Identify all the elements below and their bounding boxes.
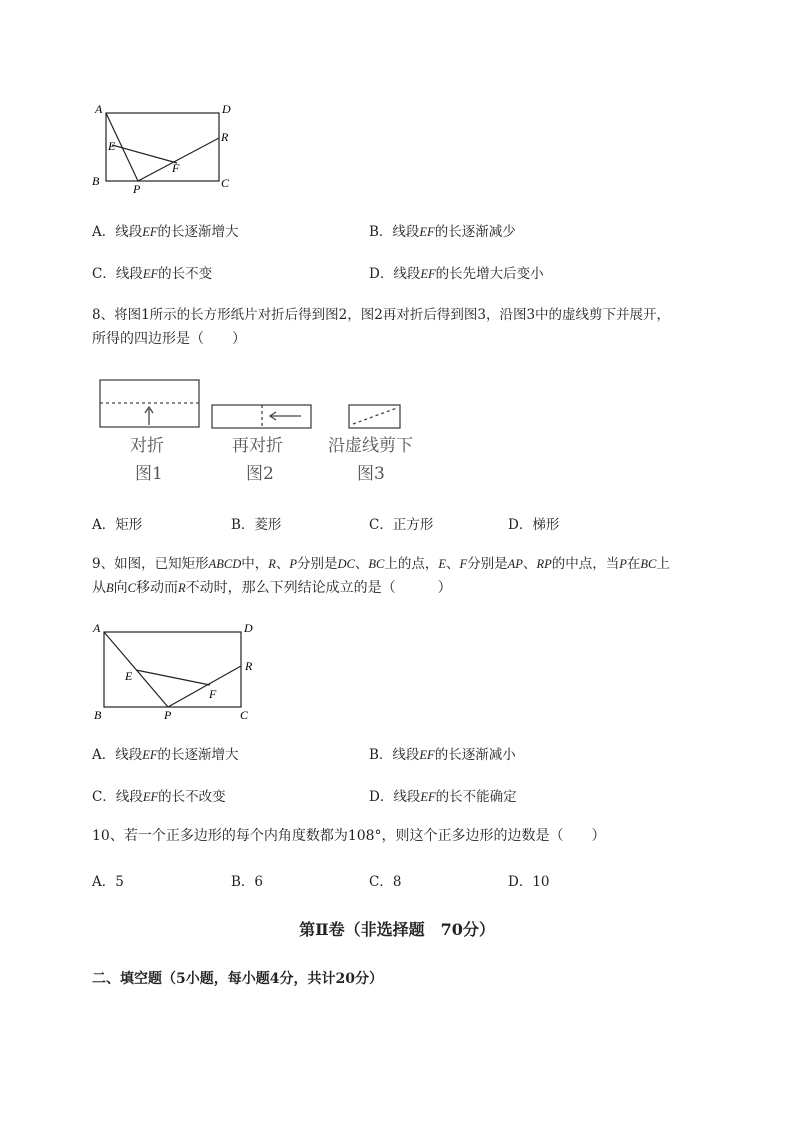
fig2-caption: 再对折 [232,436,283,456]
q9-rectangle-figure [88,618,263,728]
label-D: D [244,621,253,635]
q8-option-d: D．梯形 [508,517,560,533]
label-A: A [95,102,103,116]
fig3-label: 图3 [357,464,385,484]
fig2-label: 图2 [246,464,274,484]
label-F: F [172,161,180,175]
q8-option-a: A．矩形 [92,517,143,533]
section-ii-title: 第Ⅱ卷（非选择题 70分） [299,920,495,939]
q7-option-a: A．线段EF的长逐渐增大 [92,224,239,240]
q10-option-c: C．8 [369,874,402,890]
q7-option-b: B．线段EF的长逐渐减少 [369,224,516,240]
q8-stem-line2: 所得的四边形是（ ） [92,331,246,347]
label-D: D [222,102,231,116]
q9-option-b: B．线段EF的长逐渐减小 [369,747,516,763]
label-C: C [240,708,249,722]
q10-option-b: B．6 [231,874,264,890]
q9-option-d: D．线段EF的长不能确定 [369,789,517,805]
fig1-label: 图1 [135,464,163,484]
q10-option-d: D．10 [508,874,550,890]
label-A: A [93,621,101,635]
q9-stem-line1: 9、如图，已知矩形ABCD中，R、P分别是DC、BC上的点，E、F分别是AP、RP的中点，当P在BC上 [92,556,670,572]
q8-folding-figures [95,375,435,490]
label-B: B [92,174,100,188]
fill-in-blank-heading: 二、填空题（5小题，每小题4分，共计20分） [92,971,383,987]
q10-option-a: A．5 [92,874,124,890]
label-R: R [221,130,229,144]
q9-stem-line2: 从B向C移动而R不动时，那么下列结论成立的是（ ） [92,580,452,596]
q9-option-a: A．线段EF的长逐渐增大 [92,747,239,763]
q7-option-c: C．线段EF的长不变 [92,266,213,282]
label-P: P [164,708,172,722]
q9-option-c: C．线段EF的长不改变 [92,789,226,805]
q8-option-b: B．菱形 [231,517,282,533]
q8-stem-line1: 8、将图1所示的长方形纸片对折后得到图2，图2再对折后得到图3，沿图3中的虚线剪下并展开， [92,307,671,323]
fig3-caption: 沿虚线剪下 [328,436,413,456]
label-B: B [94,708,102,722]
label-E: E [108,139,116,153]
q7-rectangle-figure [88,100,238,200]
q10-stem: 10、若一个正多边形的每个内角度数都为108°，则这个正多边形的边数是（ ） [92,828,606,844]
fig1-caption: 对折 [130,436,164,456]
label-F: F [209,687,217,701]
label-P: P [133,182,141,196]
label-E: E [125,669,133,683]
q7-option-d: D．线段EF的长先增大后变小 [369,266,544,282]
label-C: C [221,176,230,190]
label-R: R [245,659,253,673]
q8-option-c: C．正方形 [369,517,434,533]
